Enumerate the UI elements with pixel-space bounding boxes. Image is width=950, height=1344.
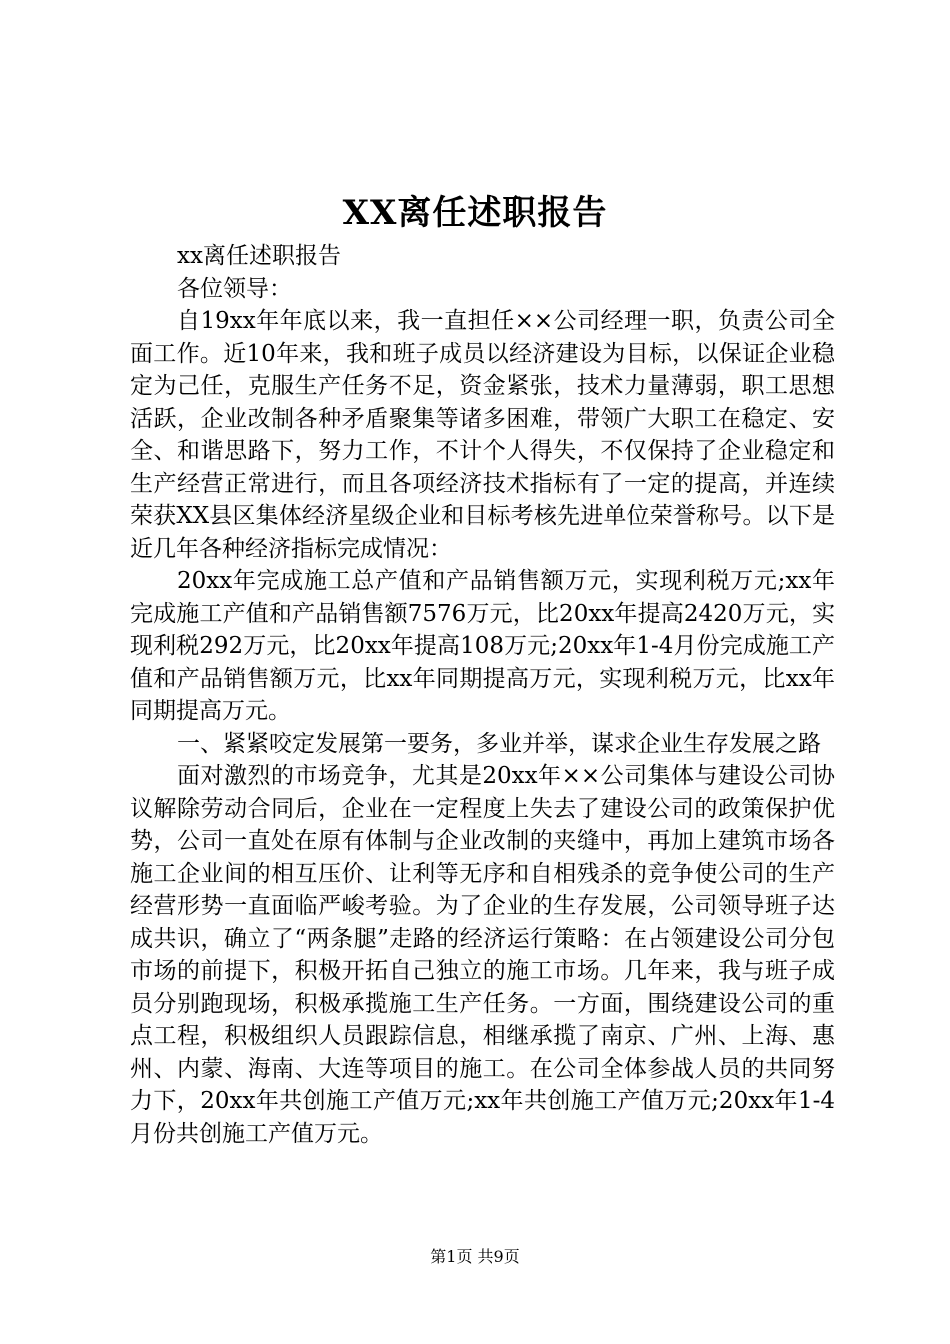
body-paragraph: 20xx年完成施工总产值和产品销售额万元，实现利税万元;xx年完成施工产值和产品销售额7576万元，比20xx年提高2420万元，实现利税292万元，比20xx年提高108万元;20xx年1-4月份完成施工产值和产品销售额万元，比xx年同期提高万元，实现利税万元，比xx年同期提高万元。 (130, 568, 835, 724)
subtitle-paragraph: xx离任述职报告 (177, 243, 341, 269)
document-title: XX离任述职报告 (342, 193, 608, 233)
salutation-paragraph: 各位领导： (177, 275, 292, 302)
body-paragraph: 自19xx年年底以来，我一直担任××公司经理一职，负责公司全面工作。近10年来，我和班子成员以经济建设为目标，以保证企业稳定为己任，克服生产任务不足，资金紧张，技术力量薄弱，职工思想活跃，企业改制各种矛盾聚集等诸多困难，带领广大职工在稳定、安全、和谐思路下，努力工作，不计个人得失，不仅保持了企业稳定和生产经营正常进行，而且各项经济技术指标有了一定的提高，并连续荣获XX县区集体经济星级企业和目标考核先进单位荣誉称号。以下是近几年各种经济指标完成情况： (130, 308, 835, 562)
section-heading: 一、紧紧咬定发展第一要务，多业并举，谋求企业生存发展之路 (177, 730, 821, 757)
body-paragraph: 面对激烈的市场竞争，尤其是20xx年××公司集体与建设公司协议解除劳动合同后，企业在一定程度上失去了建设公司的政策保护优势，公司一直处在原有体制与企业改制的夹缝中，再加上建筑市场各施工企业间的相互压价、让利等无序和自相残杀的竞争使公司的生产经营形势一直面临严峻考验。为了企业的生存发展，公司领导班子达成共识，确立了“两条腿”走路的经济运行策略：在占领建设公司分包市场的前提下，积极开拓自己独立的施工市场。几年来，我与班子成员分别跑现场，积极承揽施工生产任务。一方面，围绕建设公司的重点工程，积极组织人员跟踪信息，相继承揽了南京、广州、上海、惠州、内蒙、海南、大连等项目的施工。在公司全体参战人员的共同努力下，20xx年共创施工产值万元;xx年共创施工产值万元;20xx年1-4月份共创施工产值万元。 (130, 763, 835, 1147)
page-footer: 第1页 共9页 (430, 1247, 520, 1266)
document-body (130, 240, 835, 1150)
